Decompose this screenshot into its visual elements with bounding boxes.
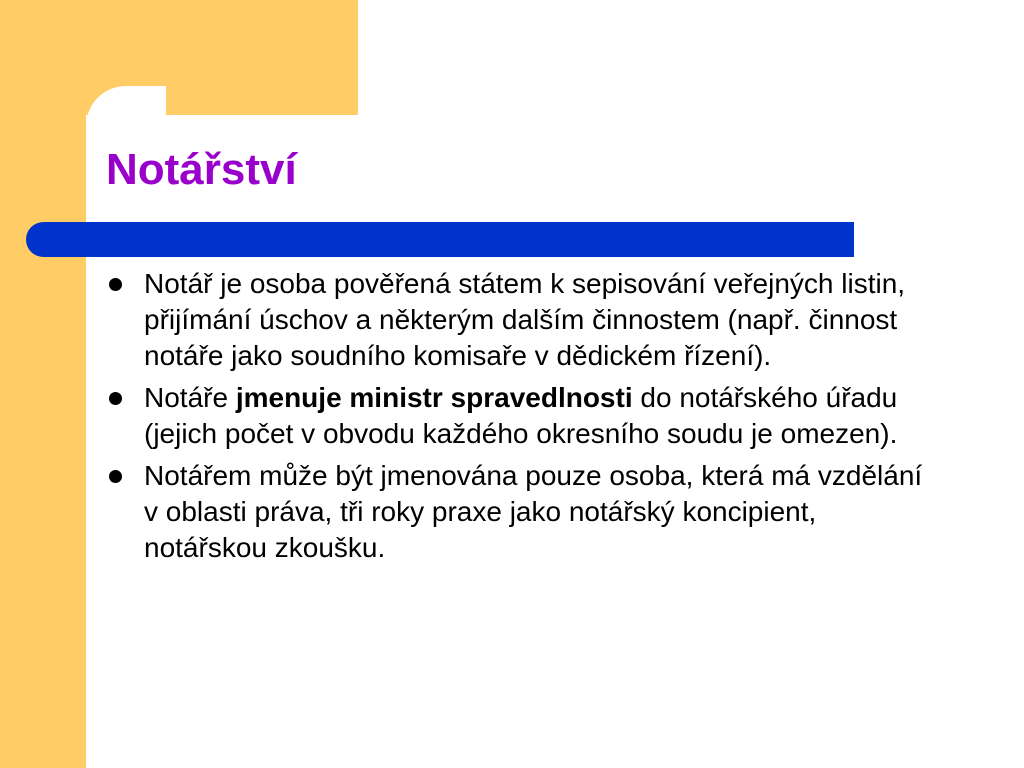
bullet-item xyxy=(104,266,934,374)
bullet-dot-icon xyxy=(109,470,122,483)
bullet-text: Notářem může být jmenována pouze osoba, která má vzdělání v oblasti práva, tři roky praxe jako notářský koncipient, notářskou zkoušku. xyxy=(144,460,923,563)
bullet-item xyxy=(104,380,934,452)
bullet-text-after: do notářského úřadu (jejich počet v obvodu každého okresního soudu je omezen). xyxy=(144,382,898,449)
bullet-item xyxy=(104,458,934,566)
bullet-dot-icon xyxy=(109,392,122,405)
bullet-text-bold: jmenuje ministr spravedlnosti xyxy=(235,382,633,413)
bullet-text: Notář je osoba pověřená státem k sepisování veřejných listin, přijímání úschov a některým dalším činnostem (např. činnost notáře jako soudního komisaře v dědickém řízení). xyxy=(144,268,906,371)
slide-title: Notářství xyxy=(106,145,297,194)
bullet-text-before: Notáře xyxy=(144,382,236,413)
accent-strip-left xyxy=(0,0,86,768)
title-underline-bar xyxy=(26,222,854,257)
bullet-dot-icon xyxy=(109,278,122,291)
bullet-list xyxy=(104,266,934,572)
